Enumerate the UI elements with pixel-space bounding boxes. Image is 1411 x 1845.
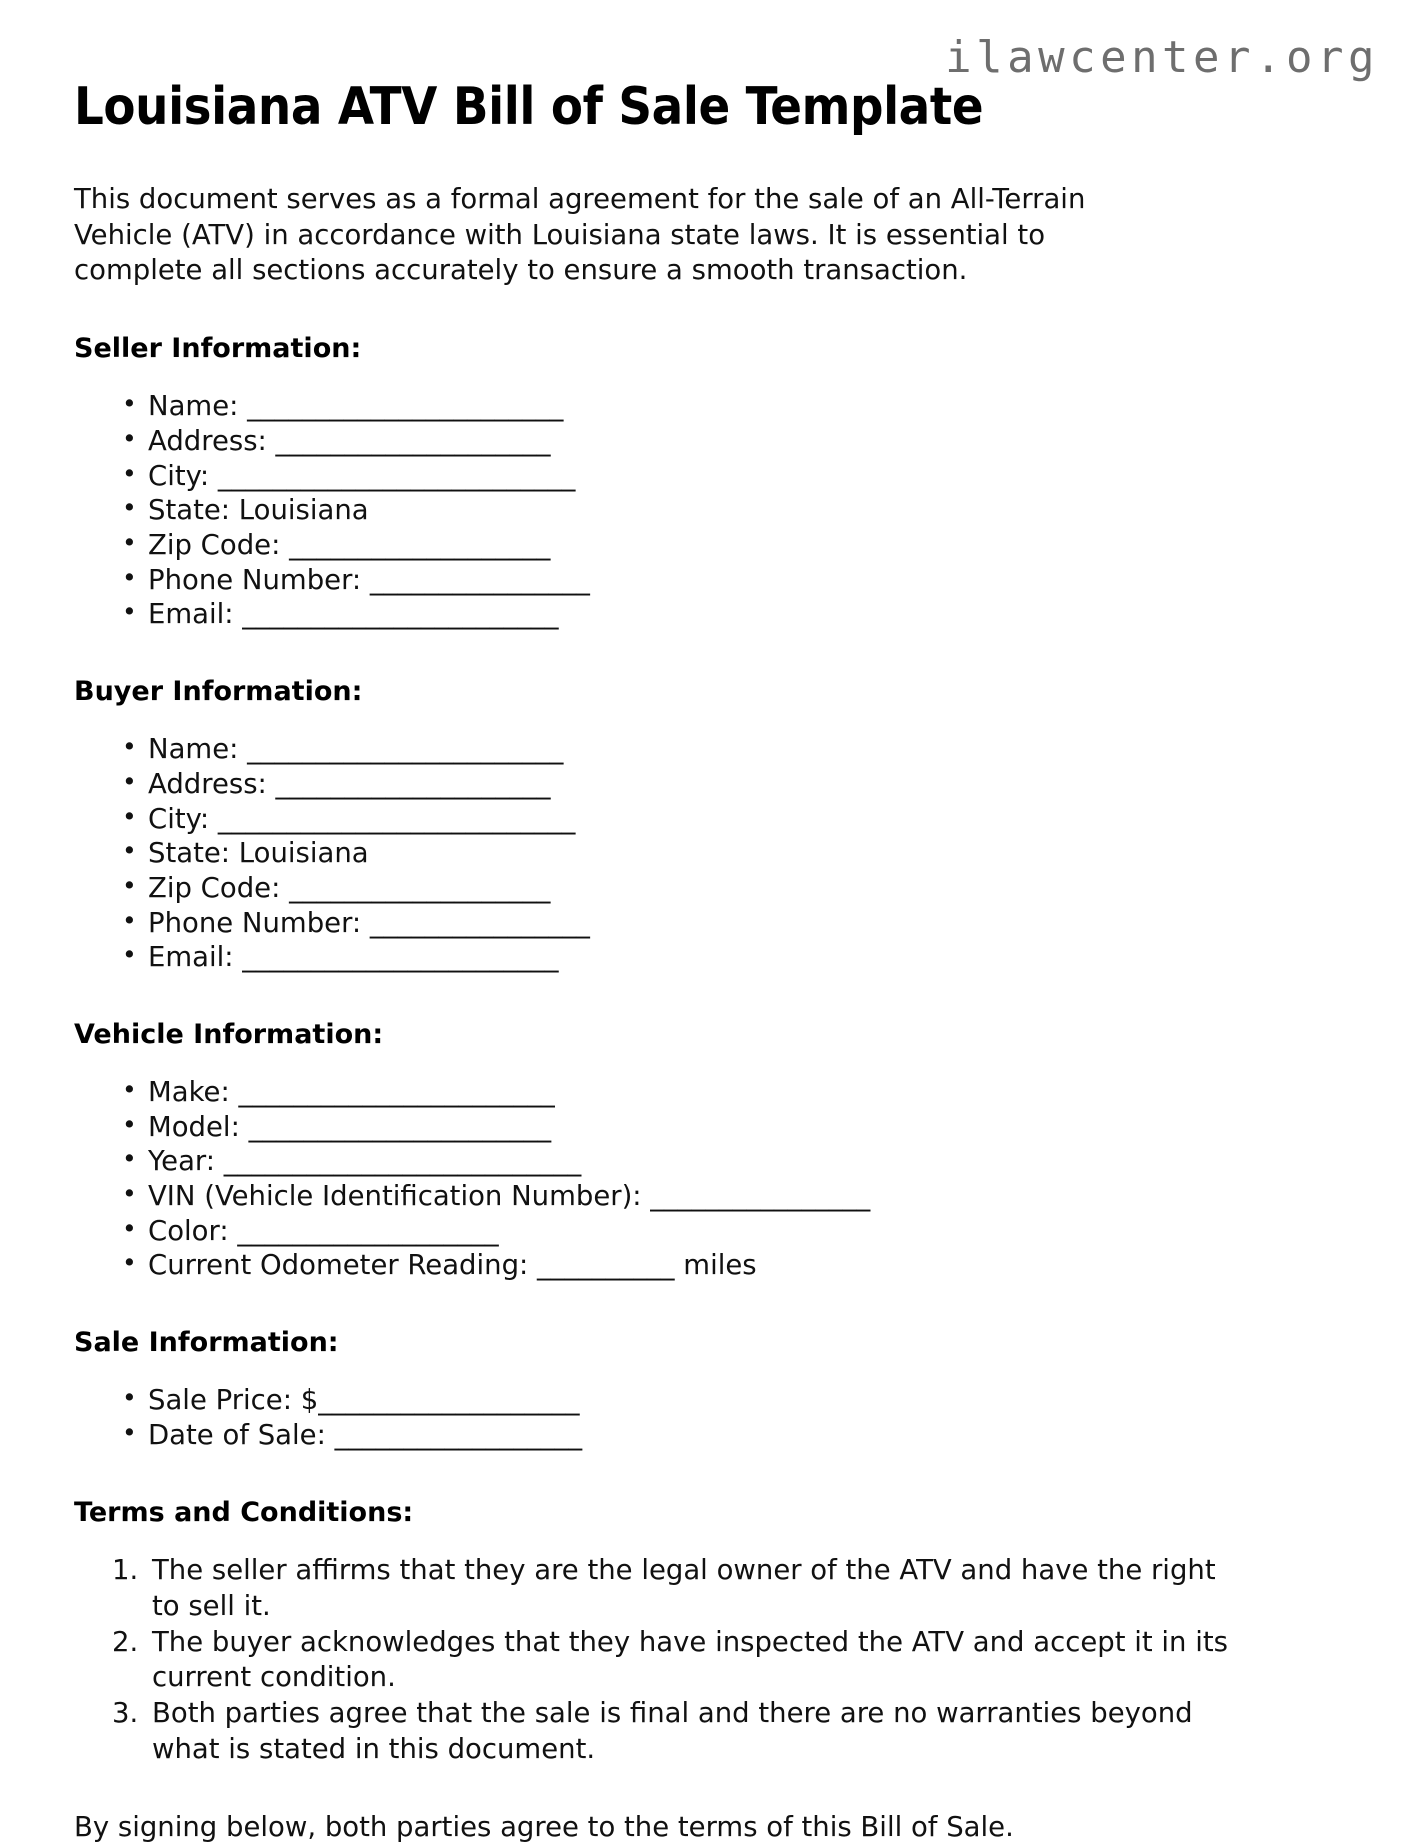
list-item: • Year: __________________________ xyxy=(118,1144,1342,1179)
section-heading-vehicle: Vehicle Information: xyxy=(74,1018,384,1050)
list-item: The seller affirms that they are the legal owner of the ATV and have the right to sell it. xyxy=(152,1554,1216,1622)
list-item: • City: __________________________ xyxy=(118,459,1342,494)
site-watermark: ilawcenter.org xyxy=(945,32,1379,83)
list-item: • Zip Code: ___________________ xyxy=(118,528,1342,563)
seller-field-list xyxy=(74,389,1342,631)
list-item: • Name: _______________________ xyxy=(118,389,1342,424)
list-item: Both parties agree that the sale is final and there are no warranties beyond what is stated in this document. xyxy=(152,1697,1193,1765)
list-item: • Date of Sale: __________________ xyxy=(118,1418,1342,1453)
section-heading-sale: Sale Information: xyxy=(74,1327,339,1359)
sale-field-list xyxy=(74,1383,1342,1452)
list-item: • Model: ______________________ xyxy=(118,1110,1342,1145)
list-item: • Email: _______________________ xyxy=(118,940,1342,975)
list-item: The buyer acknowledges that they have inspected the ATV and accept it in its current condition. xyxy=(152,1625,1228,1694)
list-item: • Address: ____________________ xyxy=(118,424,1342,459)
list-item: • Address: ____________________ xyxy=(118,767,1342,802)
list-item: • State: Louisiana xyxy=(118,493,1342,528)
list-item: • Email: _______________________ xyxy=(118,597,1342,632)
buyer-field-list xyxy=(74,732,1342,974)
list-item: • State: Louisiana xyxy=(118,836,1342,871)
page-title: Louisiana ATV Bill of Sale Template xyxy=(74,77,984,137)
section-heading-buyer: Buyer Information: xyxy=(74,675,363,707)
list-item: • Current Odometer Reading: __________ miles xyxy=(118,1248,1342,1283)
list-item: • Name: _______________________ xyxy=(118,732,1342,767)
section-heading-seller: Seller Information: xyxy=(74,333,362,365)
list-item: • City: __________________________ xyxy=(118,802,1342,837)
closing-statement: By signing below, both parties agree to the terms of this Bill of Sale. xyxy=(74,1810,1014,1843)
section-heading-terms: Terms and Conditions: xyxy=(74,1496,414,1528)
list-item: • VIN (Vehicle Identification Number): ________________ xyxy=(118,1179,1342,1214)
list-item: • Zip Code: ___________________ xyxy=(118,871,1342,906)
document-content xyxy=(74,78,1342,1845)
list-item: • Phone Number: ________________ xyxy=(118,906,1342,941)
list-item: • Sale Price: $___________________ xyxy=(118,1383,1342,1418)
list-item: • Make: _______________________ xyxy=(118,1075,1342,1110)
vehicle-field-list xyxy=(74,1075,1342,1283)
intro-paragraph: This document serves as a formal agreement for the sale of an All-Terrain Vehicle (ATV) in accordance with Louisiana state laws. It is essential to complete all sections accurately to ensure a smooth transaction. xyxy=(74,182,1086,287)
list-item: • Color: ___________________ xyxy=(118,1214,1342,1249)
list-item: • Phone Number: ________________ xyxy=(118,563,1342,598)
terms-list xyxy=(74,1553,1342,1768)
